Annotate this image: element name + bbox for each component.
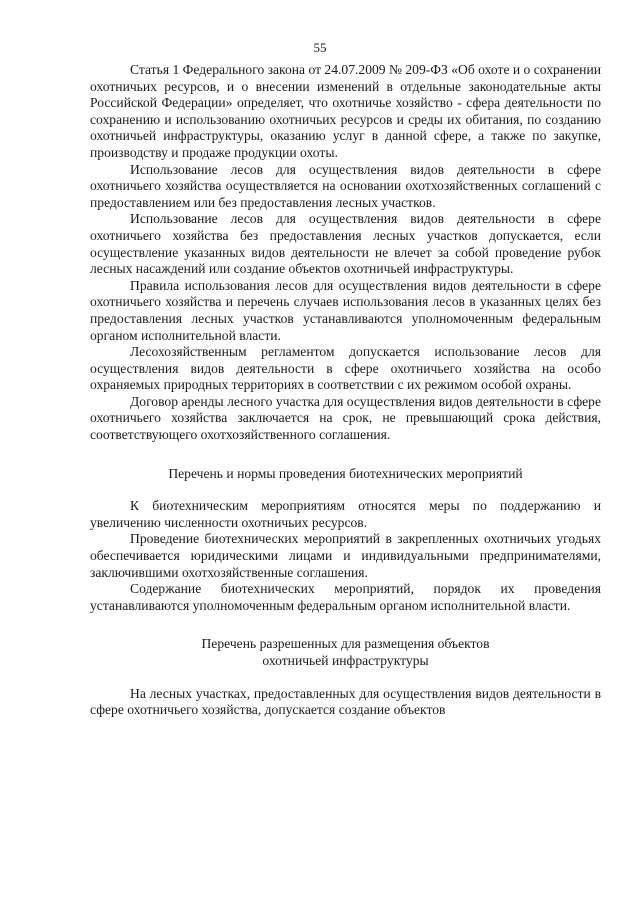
section-heading-line: охотничьей инфраструктуры bbox=[262, 653, 429, 668]
spacer bbox=[90, 444, 601, 466]
spacer bbox=[90, 670, 601, 686]
paragraph-biotechnical-content: Содержание биотехнических мероприятий, порядок их проведения устанавливаются уполномоченным федеральным органом исполнительной власти. bbox=[90, 581, 601, 613]
paragraph-forest-use-rules: Правила использования лесов для осуществления видов деятельности в сфере охотничьего хозяйства и перечень случаев использования лесов в указанных целях без предоставления лесных участков устанавливаются уполномоченным федеральным органом исполнительной власти. bbox=[90, 277, 601, 343]
paragraph-forest-use-agreements: Использование лесов для осуществления видов деятельности в сфере охотничьего хозяйства осуществляется на основании охотхозяйственных соглашений с предоставлением или без предоставления лесных участков. bbox=[90, 161, 601, 210]
paragraph-forest-use-without-plots: Использование лесов для осуществления видов деятельности в сфере охотничьего хозяйства без предоставления лесных участков допускается, если осуществление указанных видов деятельности не влечет за собой проведение рубок лесных насаждений или создание объектов охотничьей инфраструктуры. bbox=[90, 211, 601, 277]
paragraph-protected-territories: Лесохозяйственным регламентом допускается использование лесов для осуществления видов деятельности в сфере охотничьего хозяйства на особо охраняемых природных территориях в соответствии с их режимом особой охраны. bbox=[90, 344, 601, 393]
spacer bbox=[90, 482, 601, 498]
spacer bbox=[90, 614, 601, 636]
document-body bbox=[90, 62, 601, 719]
section-heading-line: Перечень разрешенных для размещения объектов bbox=[201, 636, 490, 652]
paragraph-biotechnical-responsibility: Проведение биотехнических мероприятий в закрепленных охотничьих угодьях обеспечивается юридическими лицами и индивидуальными предпринимателями, заключившими охотхозяйственные соглашения. bbox=[90, 531, 601, 580]
paragraph-biotechnical-measures: К биотехническим мероприятиям относятся меры по поддержанию и увеличению численности охотничьих ресурсов. bbox=[90, 498, 601, 530]
paragraph-hunting-definition: Статья 1 Федерального закона от 24.07.2009 № 209-ФЗ «Об охоте и о сохранении охотничьих ресурсов, и о внесении изменений в отдельные законодательные акты Российской Федерации» определяет, что охотничье хозяйство - сфера деятельности по сохранению и использованию охотничьих ресурсов и среды их обитания, по созданию охотничьей инфраструктуры, оказанию услуг в данной сфере, а также по закупке, производству и продаже продукции охоты. bbox=[90, 62, 602, 160]
section-heading-infrastructure bbox=[90, 636, 601, 669]
paragraph-infrastructure-objects: На лесных участках, предоставленных для осуществления видов деятельности в сфере охотничьего хозяйства, допускается создание объектов bbox=[90, 685, 601, 718]
page-number: 55 bbox=[313, 40, 327, 55]
section-heading-biotechnical bbox=[90, 466, 601, 483]
section-heading-line: Перечень и нормы проведения биотехнических мероприятий bbox=[168, 465, 523, 481]
paragraph-lease-agreement: Договор аренды лесного участка для осуществления видов деятельности в сфере охотничьего хозяйства заключается на срок, не превышающий срока действия, соответствующего охотхозяйственного соглашения. bbox=[90, 393, 601, 443]
